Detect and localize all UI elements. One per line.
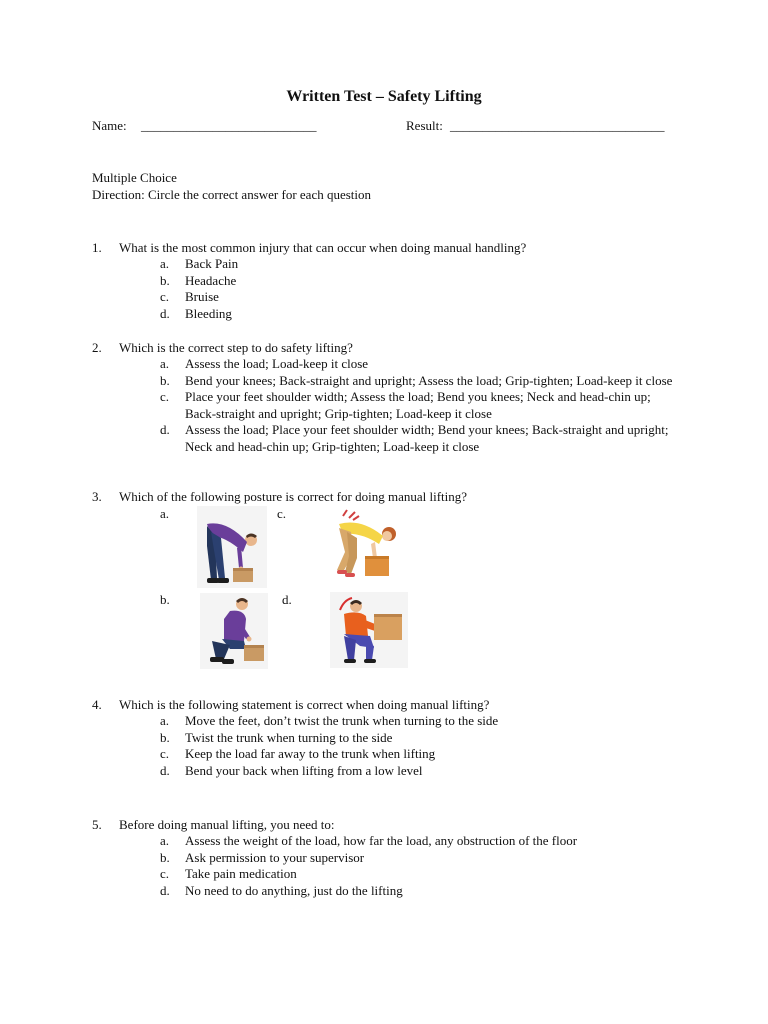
option-text: Headache — [185, 272, 237, 288]
option-d[interactable] — [92, 422, 692, 455]
question-5 — [92, 816, 692, 899]
page-title: Written Test – Safety Lifting — [286, 88, 482, 105]
bent-back-lifting-illustration — [197, 506, 267, 588]
option-b[interactable] — [92, 273, 692, 290]
section-heading: Multiple Choice — [92, 170, 177, 185]
option-text: Assess the weight of the load, how far the load, any obstruction of the floor — [185, 833, 578, 848]
option-letter: c. — [160, 866, 170, 881]
option-text: Bend your knees; Back-straight and upright; Assess the load; Grip-tighten; Load-keep it close — [185, 372, 673, 388]
question-number: 3. — [92, 489, 102, 504]
name-label: Name: — [92, 118, 127, 133]
option-c[interactable] — [92, 289, 692, 306]
option-a[interactable] — [92, 256, 692, 273]
option-text: Ask permission to your supervisor — [185, 849, 365, 865]
option-d[interactable] — [92, 763, 692, 780]
option-d[interactable] — [92, 306, 692, 323]
option-letter: b. — [160, 849, 170, 865]
option-letter: a. — [160, 833, 170, 848]
direction-text: Direction: Circle the correct answer for each question — [92, 187, 372, 202]
question-text: Before doing manual lifting, you need to: — [119, 817, 335, 832]
result-blank: _________________________________ — [450, 118, 665, 133]
option-letter: b. — [160, 372, 170, 388]
option-text: Back Pain — [185, 256, 239, 271]
image-option-letter-a: a. — [160, 506, 170, 521]
image-option-c[interactable] — [331, 506, 401, 582]
option-letter: d. — [160, 422, 170, 437]
option-a[interactable] — [92, 833, 692, 850]
option-letter: c. — [160, 389, 170, 404]
option-letter: a. — [160, 356, 170, 371]
question-2 — [92, 339, 692, 455]
image-option-letter-c: c. — [277, 506, 287, 521]
option-b[interactable] — [92, 730, 692, 747]
question-3 — [92, 488, 692, 505]
option-text: Move the feet, don’t twist the trunk when turning to the side — [185, 713, 499, 728]
option-text: Twist the trunk when turning to the side — [185, 729, 393, 745]
name-blank: ___________________________ — [141, 118, 317, 133]
option-letter: a. — [160, 256, 170, 271]
option-d[interactable] — [92, 883, 692, 900]
image-option-letter-d: d. — [282, 592, 292, 607]
option-c[interactable] — [92, 746, 692, 763]
result-label: Result: — [406, 118, 443, 133]
question-text: Which of the following posture is correct for doing manual lifting? — [119, 489, 468, 504]
question-1 — [92, 239, 692, 322]
option-letter: d. — [160, 305, 170, 321]
squat-carry-box-illustration — [330, 592, 408, 668]
option-a[interactable] — [92, 713, 692, 730]
option-text: Bend your back when lifting from a low level — [185, 762, 423, 778]
image-option-a[interactable] — [197, 506, 267, 588]
option-letter: d. — [160, 882, 170, 898]
option-letter: d. — [160, 762, 170, 778]
question-number: 4. — [92, 697, 102, 712]
option-letter: b. — [160, 272, 170, 288]
option-text: Keep the load far away to the trunk when lifting — [185, 746, 436, 761]
question-text: What is the most common injury that can occur when doing manual handling? — [119, 240, 527, 255]
option-letter: c. — [160, 746, 170, 761]
option-letter: c. — [160, 289, 170, 304]
option-b[interactable] — [92, 373, 692, 390]
option-letter: a. — [160, 713, 170, 728]
question-number: 5. — [92, 817, 102, 832]
option-text: Bleeding — [185, 305, 232, 321]
squat-lifting-illustration — [200, 593, 268, 669]
option-text: Take pain medication — [185, 866, 297, 881]
option-text: Bruise — [185, 289, 219, 304]
option-text: Place your feet shoulder width; Assess the load; Bend you knees; Neck and head-chin up; Back-straight and upright; Grip-tighten; Load-keep it close — [185, 389, 651, 421]
question-number: 1. — [92, 240, 102, 255]
image-option-letter-b: b. — [160, 592, 170, 607]
option-text: Assess the load; Load-keep it close — [185, 356, 369, 371]
image-option-d[interactable] — [330, 592, 408, 668]
option-c[interactable] — [92, 389, 692, 422]
option-c[interactable] — [92, 866, 692, 883]
question-text: Which is the correct step to do safety lifting? — [119, 340, 353, 355]
woman-bent-lifting-illustration — [331, 506, 401, 582]
option-text: No need to do anything, just do the lifting — [185, 882, 403, 898]
question-4 — [92, 696, 692, 779]
option-letter: b. — [160, 729, 170, 745]
option-b[interactable] — [92, 850, 692, 867]
option-text: Assess the load; Place your feet shoulder width; Bend your knees; Back-straight and upright; Neck and head-chin up; Grip-tighten; Load-keep it close — [185, 422, 669, 454]
image-option-b[interactable] — [200, 593, 268, 669]
option-a[interactable] — [92, 356, 692, 373]
question-text: Which is the following statement is correct when doing manual lifting? — [119, 697, 490, 712]
question-number: 2. — [92, 340, 102, 355]
